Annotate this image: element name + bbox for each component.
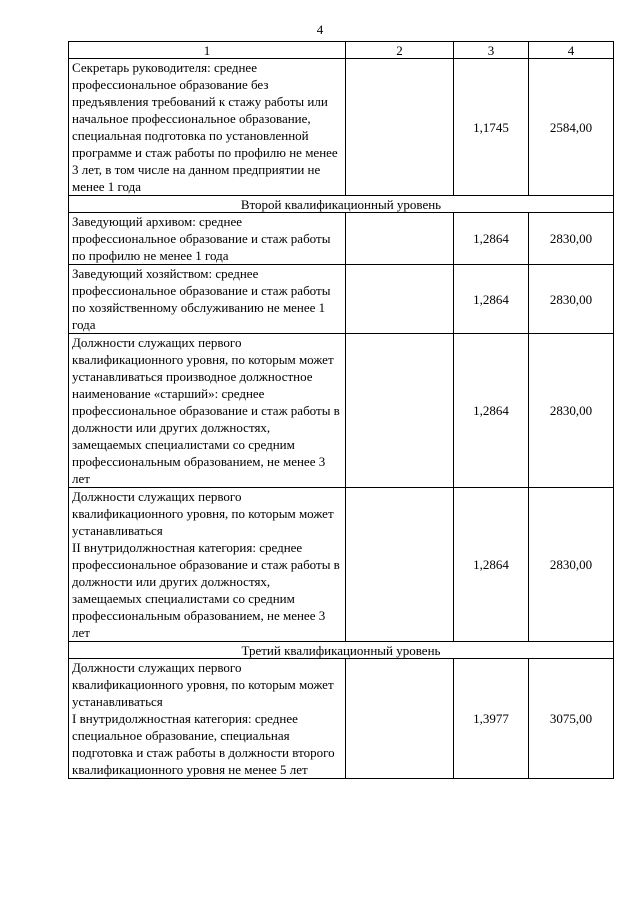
col2-cell	[346, 659, 454, 779]
coefficient-cell: 1,3977	[454, 659, 529, 779]
header-row	[69, 42, 614, 59]
qualification-table	[68, 41, 614, 779]
section-row	[69, 642, 614, 659]
position-description: Секретарь руководителя: среднее профессиональное образование без предъявления требований к стажу работы или начальное профессиональное образование, специальная подготовка по установленной программе и стаж работы по профилю не менее 3 лет, в том числе на данном предприятии не менее 1 года	[69, 59, 346, 196]
section-row	[69, 196, 614, 213]
position-description: Заведующий архивом: среднее профессиональное образование и стаж работы по профилю не менее 1 года	[69, 213, 346, 265]
coefficient-cell: 1,1745	[454, 59, 529, 196]
table-row	[69, 659, 614, 779]
table-row	[69, 59, 614, 196]
header-col-4: 4	[529, 42, 614, 59]
coefficient-cell: 1,2864	[454, 334, 529, 488]
table-body	[69, 59, 614, 779]
header-col-3: 3	[454, 42, 529, 59]
position-description: Должности служащих первого квалификационного уровня, по которым может устанавливаться II внутридолжностная категория: среднее профессиональное образование и стаж работы в должности или других должностях, замещаемых специалистами со средним профессиональным образованием, не менее 3 лет	[69, 488, 346, 642]
salary-cell: 2584,00	[529, 59, 614, 196]
position-description: Должности служащих первого квалификационного уровня, по которым может устанавливаться I внутридолжностная категория: среднее специальное образование, специальная подготовка и стаж работы в должности второго квалификационного уровня не менее 5 лет	[69, 659, 346, 779]
coefficient-cell: 1,2864	[454, 265, 529, 334]
coefficient-cell: 1,2864	[454, 488, 529, 642]
page-number: 4	[316, 22, 324, 37]
table-row	[69, 213, 614, 265]
salary-cell: 3075,00	[529, 659, 614, 779]
table-row	[69, 334, 614, 488]
table-row	[69, 265, 614, 334]
col2-cell	[346, 213, 454, 265]
table-row	[69, 488, 614, 642]
coefficient-cell: 1,2864	[454, 213, 529, 265]
col2-cell	[346, 59, 454, 196]
salary-cell: 2830,00	[529, 334, 614, 488]
salary-cell: 2830,00	[529, 488, 614, 642]
salary-cell: 2830,00	[529, 213, 614, 265]
position-description: Заведующий хозяйством: среднее профессиональное образование и стаж работы по хозяйственному обслуживанию не менее 1 года	[69, 265, 346, 334]
col2-cell	[346, 334, 454, 488]
position-description: Должности служащих первого квалификационного уровня, по которым может устанавливаться производное должностное наименование «старший»: среднее профессиональное образование и стаж работы в должности или других должностях, замещаемых специалистами со средним профессиональным образованием, не менее 3 лет	[69, 334, 346, 488]
section-title: Второй квалификационный уровень	[69, 196, 614, 213]
header-col-1: 1	[69, 42, 346, 59]
col2-cell	[346, 488, 454, 642]
col2-cell	[346, 265, 454, 334]
header-col-2: 2	[346, 42, 454, 59]
salary-cell: 2830,00	[529, 265, 614, 334]
section-title: Третий квалификационный уровень	[69, 642, 614, 659]
